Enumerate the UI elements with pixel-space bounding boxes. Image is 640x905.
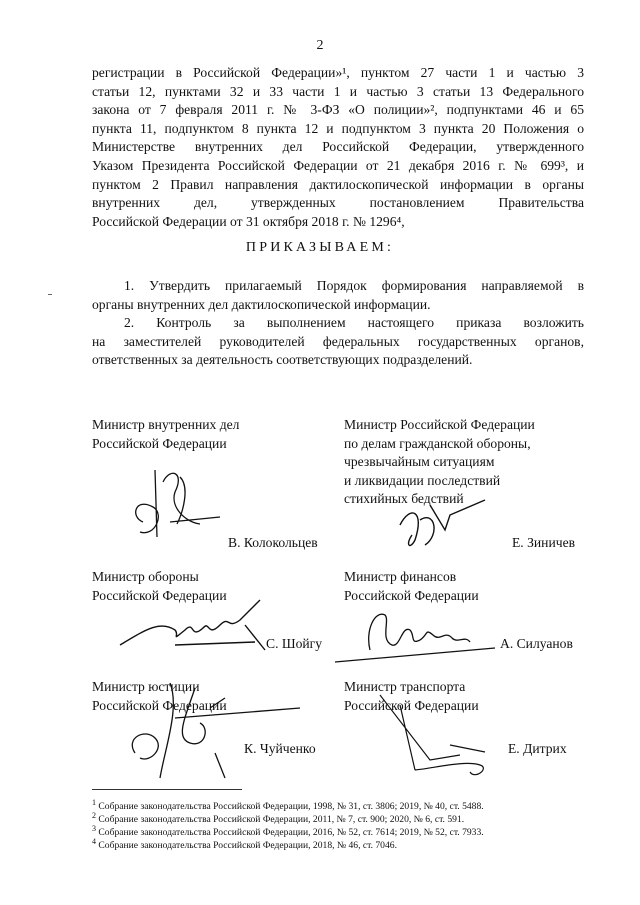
preamble-line: статьи 12, пунктами 32 и 33 части 1 и частью 3 статьи 13 Федерального <box>92 83 584 99</box>
page-number: 2 <box>316 38 324 53</box>
signature-zinichev <box>390 495 490 555</box>
scan-mark <box>48 294 52 295</box>
signatory-name-emergency: Е. Зиничев <box>512 535 576 550</box>
signature-kolokoltsev <box>125 462 220 552</box>
signatory-title-line: Министр финансов <box>344 569 457 584</box>
footnote-separator <box>92 789 242 790</box>
preamble-line: регистрации в Российской Федерации»¹, пунктом 27 части 1 и частью 3 <box>92 65 584 80</box>
order-item-line: ответственных за деятельность соответствующих подразделений. <box>92 352 473 368</box>
signature-shoigu <box>115 590 290 660</box>
footnote-mark: 3 <box>92 823 96 833</box>
footnote <box>92 823 572 839</box>
signatory-name-transport: Е. Дитрих <box>508 741 567 756</box>
signatory-title-line: Министр транспорта <box>344 679 466 694</box>
signatory-title-line: Российской Федерации <box>92 697 227 713</box>
footnote-text: Собрание законодательства Российской Федерации, 2016, № 52, ст. 7614; 2019, № 52, ст. 7933. <box>98 827 484 838</box>
signatory-title-line: и ликвидации последствий <box>344 472 501 488</box>
preamble-line: пунктом 2 Правил направления дактилоскопической информации в органы <box>92 176 584 192</box>
signatory-name-finance: А. Силуанов <box>500 636 573 651</box>
signatory-title-line: Министр обороны <box>92 569 199 584</box>
signatory-title-line: Министр юстиции <box>92 679 200 694</box>
signatory-title-line: по делам гражданской обороны, <box>344 435 531 451</box>
preamble-line: Российской Федерации от 31 октября 2018 г. № 1296⁴, <box>92 213 405 229</box>
order-item-1 <box>92 277 584 314</box>
preamble-line: Указом Президента Российской Федерации от 21 декабря 2016 г. № 699³, и <box>92 157 584 173</box>
signatory-name-interior: В. Колокольцев <box>228 535 318 550</box>
footnote-text: Собрание законодательства Российской Федерации, 1998, № 31, ст. 3806; 2019, № 40, ст. 5488. <box>98 801 484 812</box>
footnote-text: Собрание законодательства Российской Федерации, 2011, № 7, ст. 900; 2020, № 6, ст. 591. <box>98 814 465 825</box>
preamble-line: Министерстве внутренних дел Российской Федерации, утвержденного <box>92 139 584 155</box>
signatory-name-justice: К. Чуйченко <box>244 741 316 756</box>
preamble-line: внутренних дел, утвержденных постановлением Правительства <box>92 195 584 211</box>
order-item-line: 2. Контроль за выполнением настоящего приказа возложить <box>124 315 584 330</box>
footnote <box>92 810 572 826</box>
footnotes <box>92 797 572 852</box>
footnote-text: Собрание законодательства Российской Федерации, 2018, № 46, ст. 7046. <box>98 840 397 851</box>
footnote-mark: 2 <box>92 810 96 820</box>
order-title: ПРИКАЗЫВАЕМ: <box>245 240 395 255</box>
signatory-title-interior <box>92 416 239 453</box>
preamble-line: закона от 7 февраля 2011 г. № 3-ФЗ «О полиции»², подпунктами 46 и 65 <box>92 102 584 118</box>
signature-chuychenko <box>115 668 305 788</box>
signatory-title-line: Российской Федерации <box>92 587 227 603</box>
signatory-title-line: Министр внутренних дел <box>92 417 240 432</box>
order-item-line: органы внутренних дел дактилоскопической информации. <box>92 296 431 312</box>
order-item-line: 1. Утвердить прилагаемый Порядок формирования направляемой в <box>124 278 584 293</box>
signatory-title-line: Министр Российской Федерации <box>344 417 535 432</box>
signature-ditrikh <box>370 690 500 785</box>
signatory-name-defense: С. Шойгу <box>266 636 323 651</box>
signatory-title-line: Российской Федерации <box>92 435 227 451</box>
signature-siluanov <box>330 600 500 665</box>
preamble-line: пункта 11, подпунктом 8 пункта 12 и подпунктом 3 пункта 20 Положения о <box>92 120 584 136</box>
signatory-title-line: Российской Федерации <box>344 697 479 713</box>
footnote <box>92 797 572 813</box>
footnote-mark: 4 <box>92 836 96 846</box>
order-item-line: на заместителей руководителей федеральных государственных органов, <box>92 333 584 349</box>
preamble-paragraph <box>92 64 584 231</box>
signatory-title-line: чрезвычайным ситуациям <box>344 454 495 470</box>
signatory-title-line: Российской Федерации <box>344 587 479 603</box>
signatory-title-line: стихийных бедствий <box>344 491 464 507</box>
footnote <box>92 836 572 852</box>
footnote-mark: 1 <box>92 797 96 807</box>
order-item-2 <box>92 314 584 370</box>
